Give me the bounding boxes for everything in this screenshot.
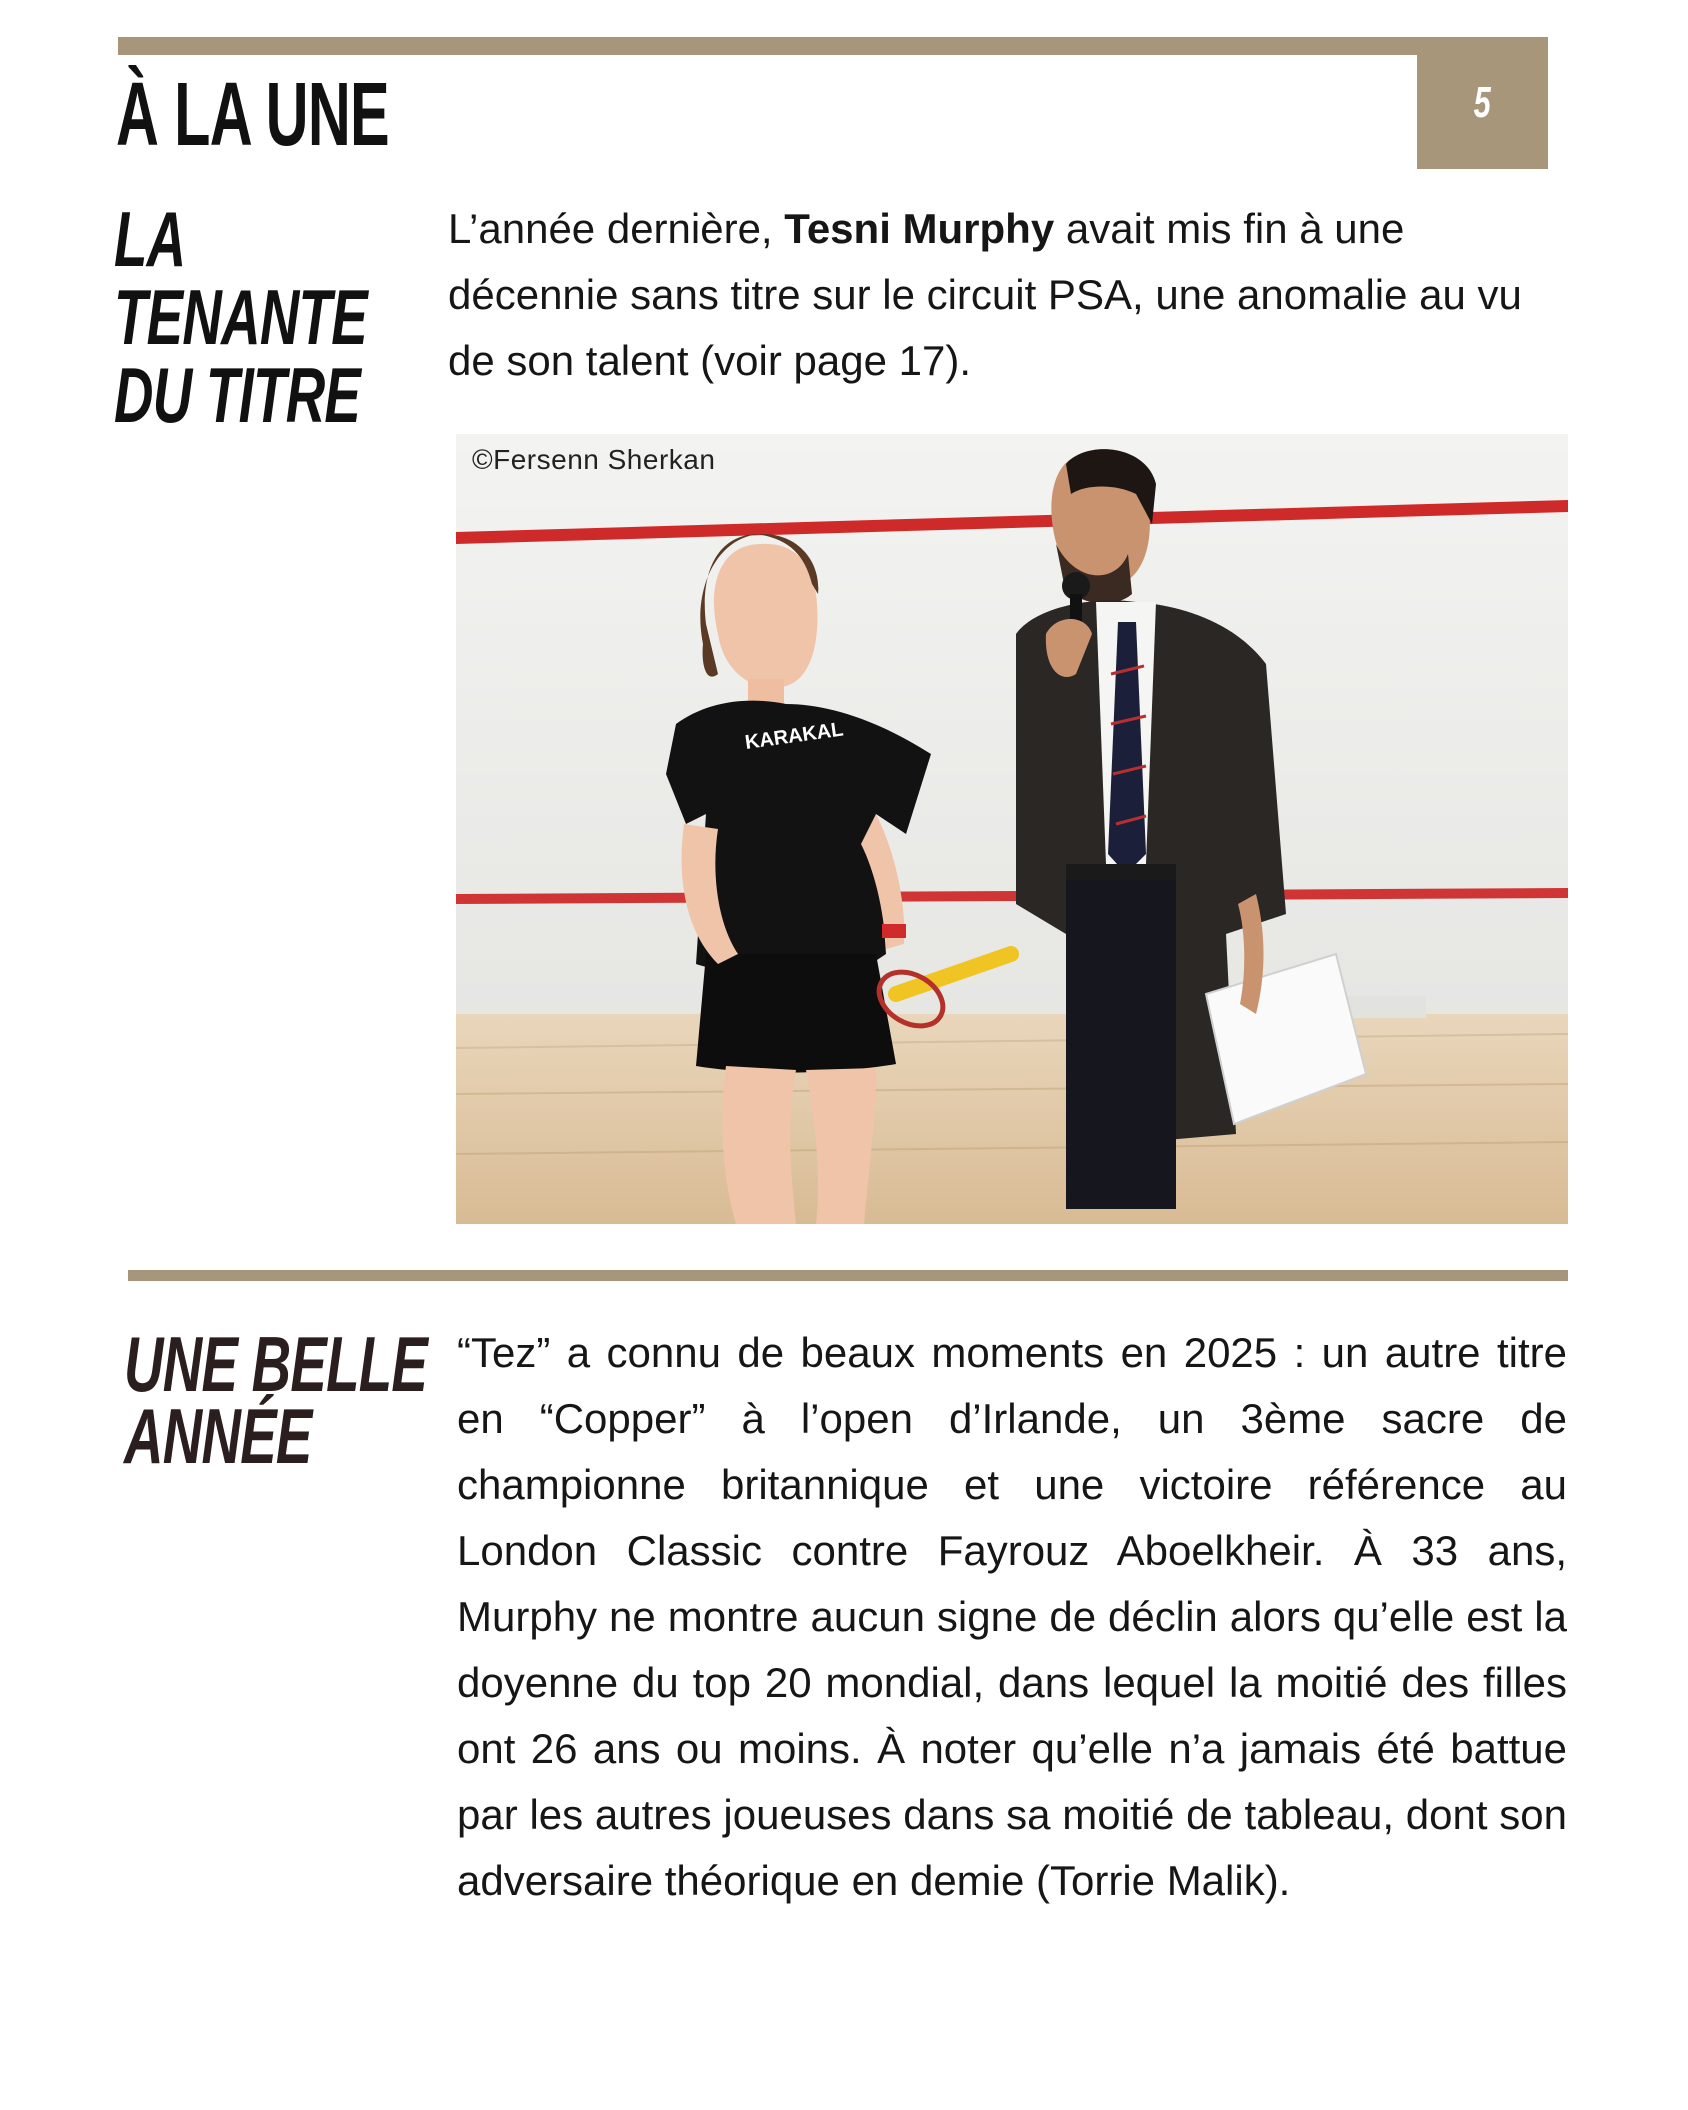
shirt-logo-text: KARAKAL	[743, 718, 845, 754]
heading-line: ANNÉE	[124, 1392, 312, 1480]
player-name-bold: Tesni Murphy	[784, 205, 1055, 252]
heading-line: DU TITRE	[114, 351, 361, 439]
heading-line: LA	[114, 195, 186, 283]
section-title: À LA UNE	[116, 65, 390, 165]
heading-une-belle-annee	[124, 1320, 428, 1480]
heading-tenante-du-titre	[114, 195, 367, 439]
photo-award-ceremony	[456, 434, 1568, 1224]
photo-illustration	[456, 434, 1568, 1224]
photo-credit: ©Fersenn Sherkan	[472, 444, 716, 475]
intro-text-start: L’année dernière,	[448, 205, 785, 252]
page-number-badge	[1417, 37, 1548, 169]
section-divider	[128, 1270, 1568, 1281]
heading-line: TENANTE	[114, 273, 367, 361]
heading-line: UNE BELLE	[124, 1320, 428, 1408]
intro-text-end: avait mis fin à une décennie sans titre sur le circuit PSA, une anomalie au vu de son talent (voir page 17).	[448, 205, 1522, 384]
season-paragraph: “Tez” a connu de beaux moments en 2025 : un autre titre en “Copper” à l’open d’Irlande, un 3ème sacre de championne britannique et une victoire référence au London Classic contre Fayrouz Aboelkheir. À 33 ans, Murphy ne montre aucun signe de déclin alors qu’elle est la doyenne du top 20 mondial, dans lequel la moitié des filles ont 26 ans ou moins. À noter qu’elle n’a jamais été battue par les autres joueuses dans sa moitié de tableau, dont son adversaire théorique en demie (Torrie Malik).	[457, 1329, 1567, 1904]
page-number: 5	[1473, 78, 1492, 127]
top-rule	[118, 37, 1548, 55]
intro-paragraph	[448, 196, 1540, 394]
